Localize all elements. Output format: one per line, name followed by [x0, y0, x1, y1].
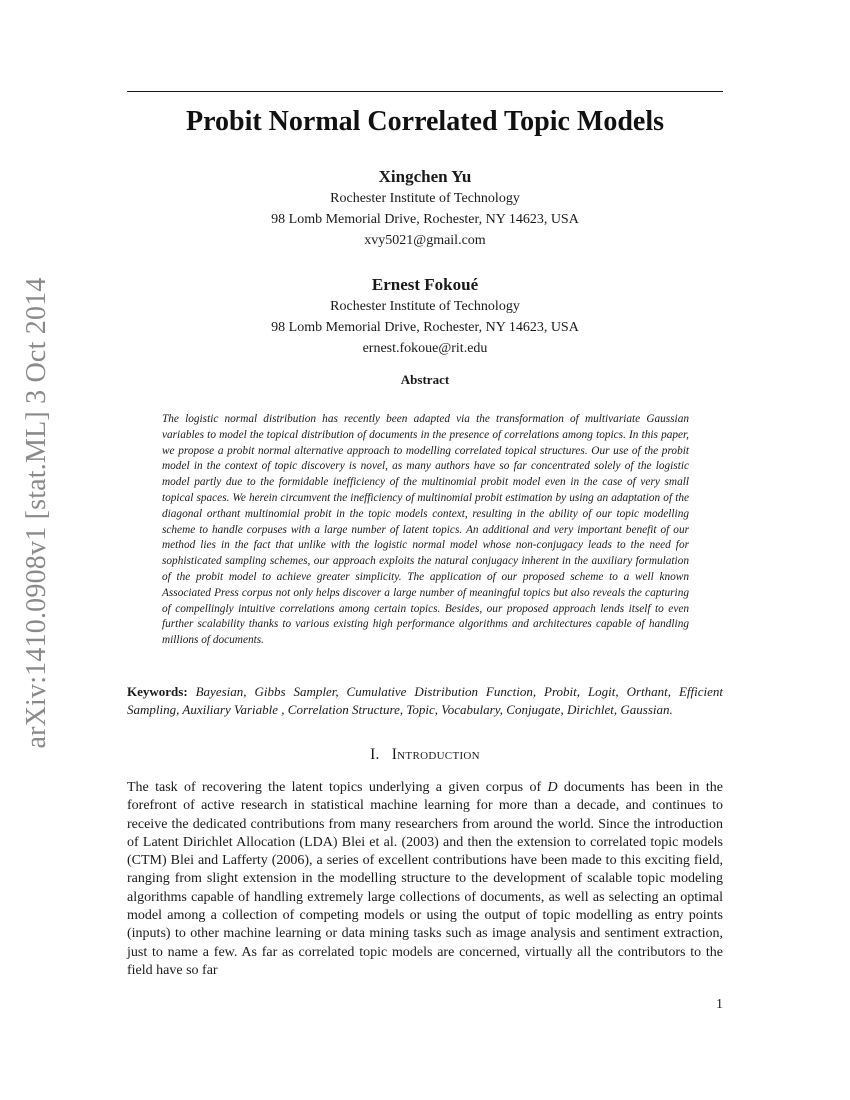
author-email[interactable]: xvy5021@gmail.com	[364, 233, 486, 248]
title-rule	[127, 91, 723, 92]
document-count-symbol: D	[547, 780, 558, 795]
author-affiliation: Rochester Institute of Technology	[330, 299, 520, 314]
section-heading-introduction	[0, 744, 850, 766]
author-address: 98 Lomb Memorial Drive, Rochester, NY 14623, USA	[271, 212, 579, 227]
abstract-heading: Abstract	[400, 372, 450, 387]
keywords-paragraph	[127, 683, 723, 719]
arxiv-identifier-stamp[interactable]: arXiv:1410.0908v1 [stat.ML] 3 Oct 2014	[21, 277, 52, 749]
introduction-paragraph	[127, 779, 723, 980]
intro-text-part: The task of recovering the latent topics underlying a given corpus of	[127, 780, 548, 795]
section-title: Introduction	[391, 746, 480, 763]
author-name: Xingchen Yu	[378, 167, 472, 186]
section-number: I.	[370, 746, 380, 763]
author-email[interactable]: ernest.fokoue@rit.edu	[362, 341, 488, 356]
abstract-body: The logistic normal distribution has recently been adapted via the transformation of multivariate Gaussian variables to model the topical distribution of documents in the presence of correlations among topics. In this paper, we propose a probit normal alternative approach to modelling correlated topical structures. Our use of the probit model in the context of topic discovery is novel, as many authors have so far concentrated solely of the logistic model partly due to the formidable inefficiency of the multinomial probit model even in the case of very small topical spaces. We herein circumvent the inefficiency of multinomial probit estimation by using an adaptation of the diagonal orthant multinomial probit in the topic models context, resulting in the ability of our topic modelling scheme to handle corpuses with a large number of latent topics. An additional and very important benefit of our method lies in the fact that unlike with the logistic normal model whose non-conjugacy leads to the need for sophisticated sampling schemes, our approach exploits the natural conjugacy inherent in the auxiliary formulation of the probit model to achieve greater simplicity. The application of our proposed scheme to a well known Associated Press corpus not only helps discover a large number of meaningful topics but also reveals the capturing of compellingly intuitive correlations among certain topics. Besides, our proposed approach lends itself to even further scalability thanks to various existing high performance algorithms and architectures capable of handling millions of documents.	[162, 413, 689, 647]
author-name: Ernest Fokoué	[371, 275, 479, 294]
keywords-label: Keywords:	[127, 684, 188, 699]
intro-text-part: documents has been in the forefront of active research in statistical machine learning for more than a decade, and continues to receive the dedicated contributions from many researchers from around the world. Since the introduction of Latent Dirichlet Allocation (LDA) Blei et al. (2003) and then the extension to correlated topic models (CTM) Blei and Lafferty (2006), a series of excellent contributions have been made to this exciting field, ranging from slight extension in the modelling structure to the development of scalable topic modeling algorithms capable of handling extremely large collections of documents, as well as selecting an optimal model among a collection of competing models or using the output of topic modelling as entry points (inputs) to other machine learning or data mining tasks such as image analysis and sentiment extraction, just to name a few. As far as correlated topic models are concerned, virtually all the contributors to the field have so far	[127, 780, 723, 978]
paper-title: Probit Normal Correlated Topic Models	[185, 106, 665, 137]
author-block-2	[0, 274, 850, 359]
author-block-1	[0, 166, 850, 251]
author-address: 98 Lomb Memorial Drive, Rochester, NY 14623, USA	[271, 320, 579, 335]
author-affiliation: Rochester Institute of Technology	[330, 191, 520, 206]
page-number: 1	[716, 997, 723, 1012]
keywords-list: Bayesian, Gibbs Sampler, Cumulative Distribution Function, Probit, Logit, Orthant, Efficient Sampling, Auxiliary Variable , Correlation Structure, Topic, Vocabulary, Conjugate, Dirichlet, Gaussian.	[127, 684, 723, 717]
